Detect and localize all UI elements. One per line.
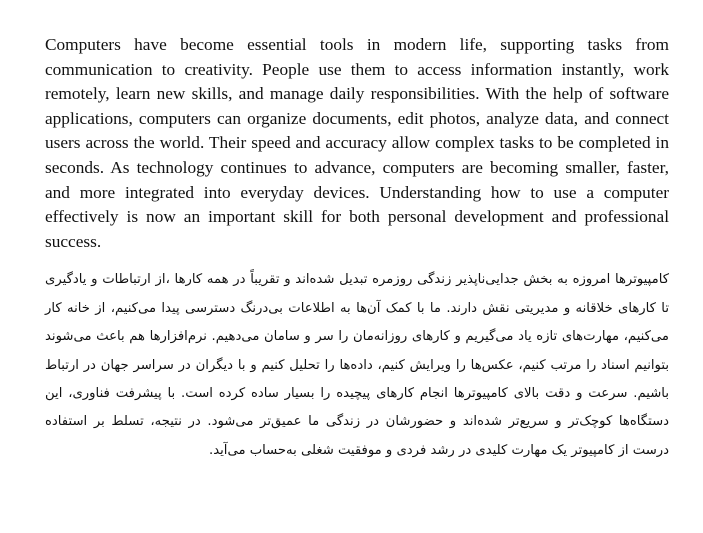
english-paragraph: Computers have become essential tools in modern life, supporting tasks from communication to creativity. People use them to access information instantly, work remotely, learn new skills, and manage daily responsibilities. With the help of software applications, computers can organize documents, edit photos, analyze data, and connect users across the world. Their speed and accuracy allow complex tasks to be completed in seconds. As technology continues to advance, computers are becoming smaller, faster, and more integrated into everyday devices. Understanding how to use a computer effectively is now an important skill for both personal development and professional success.	[45, 35, 669, 251]
persian-paragraph: کامپیوترها امروزه به بخش جدایی‌ناپذیر زندگی روزمره تبدیل شده‌اند و تقریباً در همه کارها ،از ارتباطات و یادگیری تا کارهای خلاقانه و مدیریتی نقش دارند. ما با کمک آن‌ها به اطلاعات بی‌درنگ دسترسی پیدا می‌کنیم، از خانه کار می‌کنیم، مهارت‌های تازه یاد می‌گیریم و کارهای روزانه‌مان را سر و سامان می‌دهیم. نرم‌افزارها هم باعث می‌شوند بتوانیم اسناد را مرتب کنیم، عکس‌ها را ویرایش کنیم، داده‌ها را تحلیل کنیم و با دیگران در سراسر جهان در ارتباط باشیم. سرعت و دقت بالای کامپیوترها انجام کارهای پیچیده را بسیار ساده کرده است. با پیشرفت فناوری، این دستگاه‌ها کوچک‌تر و سریع‌تر شده‌اند و حضورشان در زندگی ما عمیق‌تر می‌شود. در نتیجه، تسلط بر استفاده درست از کامپیوتر یک مهارت کلیدی در رشد فردی و موفقیت شغلی به‌حساب می‌آید.	[45, 272, 669, 458]
document-body	[45, 33, 669, 465]
